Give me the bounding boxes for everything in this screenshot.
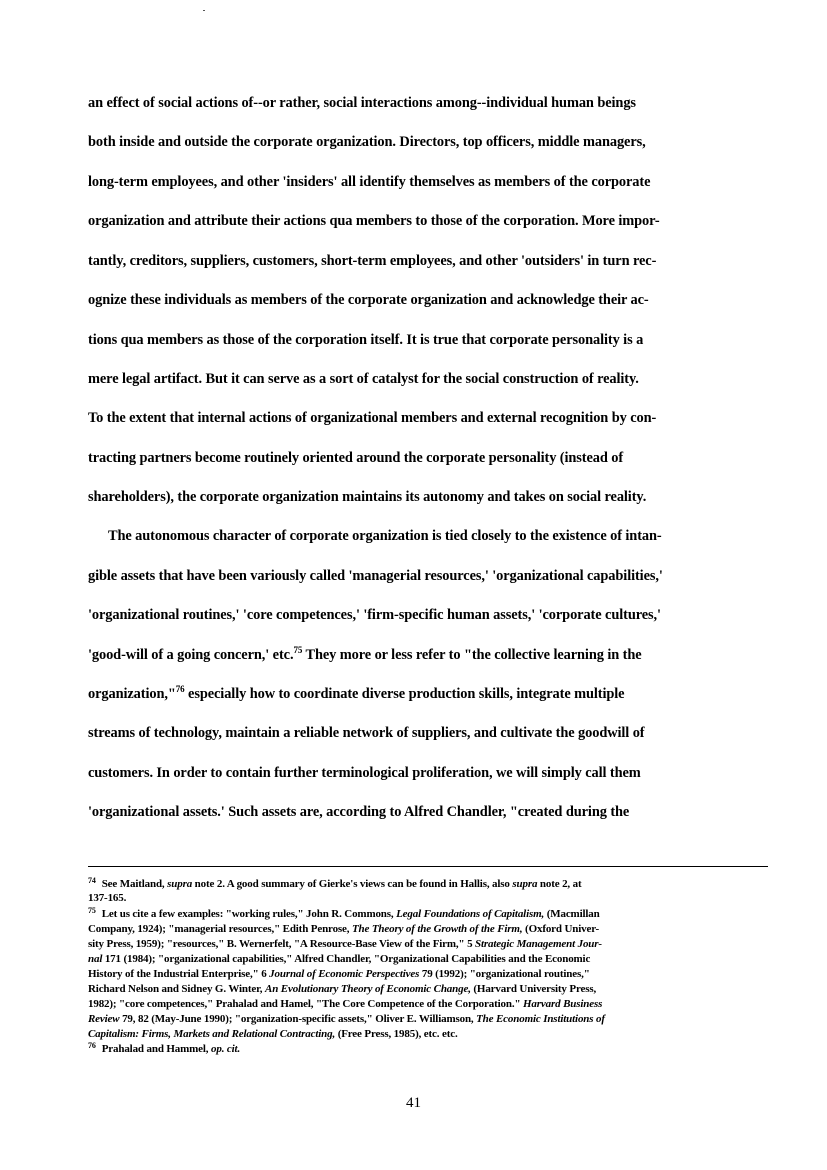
footnote-74: $^{74}$ See Maitland, supra note 2. A good summary of Gierke's views can be found in Hallis, also supra note 2, at	[88, 876, 582, 890]
footnote-ref-75: 75	[293, 645, 303, 655]
footnote-75-line-3: sity Press, 1959); "resources," B. Wernerfelt, "A Resource-Base View of the Firm," 5 Strategic Management Jour-	[88, 938, 602, 950]
footnote-ref-76: 76	[175, 684, 185, 694]
footnote-75-line-2: Company, 1924); "managerial resources," Edith Penrose, The Theory of the Growth of the Firm, (Oxford Univer-	[88, 923, 600, 935]
body-line-9: To the extent that internal actions of organizational members and external recognition by con-	[88, 410, 657, 426]
footnote-75: $^{75}$ Let us cite a few examples: "working rules," John R. Commons, Legal Foundations of Capitalism, (Macmillan	[88, 906, 600, 920]
body-line-1: an effect of social actions of--or rather, social interactions among--individual human beings	[88, 95, 636, 111]
body-line-16: organization,"$^{76}$ especially how to coordinate diverse production skills, integrate multiple	[88, 684, 625, 702]
footnote-separator	[88, 866, 768, 867]
body-line-4: organization and attribute their actions qua members to those of the corporation. More impor-	[88, 213, 660, 229]
body-line-13: gible assets that have been variously called 'managerial resources,' 'organizational capabilities,'	[88, 568, 663, 584]
footnote-74-line-2: 137-165.	[88, 892, 127, 904]
footnote-75-line-7: 1982); "core competences," Prahalad and Hamel, "The Core Competence of the Corporation." Harvard Business	[88, 998, 603, 1010]
body-line-15: 'good-will of a going concern,' etc.$^{75}$ They more or less refer to "the collective learning in the	[88, 645, 642, 663]
body-line-11: shareholders), the corporate organization maintains its autonomy and takes on social reality.	[88, 489, 647, 505]
scan-speck	[203, 10, 205, 11]
footnote-75-line-8: Review 79, 82 (May-June 1990); "organization-specific assets," Oliver E. Williamson, The Economic Institutions of	[88, 1013, 605, 1025]
body-line-12: The autonomous character of corporate organization is tied closely to the existence of intan-	[108, 528, 662, 544]
body-line-18: customers. In order to contain further terminological proliferation, we will simply call them	[88, 765, 641, 781]
body-line-14: 'organizational routines,' 'core competences,' 'firm-specific human assets,' 'corporate cultures,'	[88, 607, 661, 623]
body-line-3: long-term employees, and other 'insiders' all identify themselves as members of the corporate	[88, 174, 651, 190]
footnote-75-line-6: Richard Nelson and Sidney G. Winter, An Evolutionary Theory of Economic Change, (Harvard University Press,	[88, 983, 597, 995]
footnote-75-line-5: History of the Industrial Enterprise," 6 Journal of Economic Perspectives 79 (1992); "organizational routines,"	[88, 968, 590, 980]
body-line-19: 'organizational assets.' Such assets are, according to Alfred Chandler, "created during the	[88, 804, 630, 820]
footnote-75-line-9: Capitalism: Firms, Markets and Relational Contracting, (Free Press, 1985), etc. etc.	[88, 1028, 458, 1040]
body-line-7: tions qua members as those of the corporation itself. It is true that corporate personality is a	[88, 332, 644, 348]
footnote-75-line-4: nal 171 (1984); "organizational capabilities," Alfred Chandler, "Organizational Capabilities and the Economic	[88, 953, 591, 965]
body-line-10: tracting partners become routinely oriented around the corporate personality (instead of	[88, 450, 624, 466]
body-line-6: ognize these individuals as members of the corporate organization and acknowledge their ac-	[88, 292, 649, 308]
body-line-17: streams of technology, maintain a reliable network of suppliers, and cultivate the goodwill of	[88, 725, 645, 741]
page-number: 41	[406, 1095, 421, 1111]
body-line-2: both inside and outside the corporate organization. Directors, top officers, middle managers,	[88, 134, 646, 150]
body-line-5: tantly, creditors, suppliers, customers, short-term employees, and other 'outsiders' in turn rec-	[88, 253, 657, 269]
footnote-76: $^{76}$ Prahalad and Hammel, op. cit.	[88, 1041, 241, 1055]
body-line-8: mere legal artifact. But it can serve as a sort of catalyst for the social construction of reality.	[88, 371, 639, 387]
